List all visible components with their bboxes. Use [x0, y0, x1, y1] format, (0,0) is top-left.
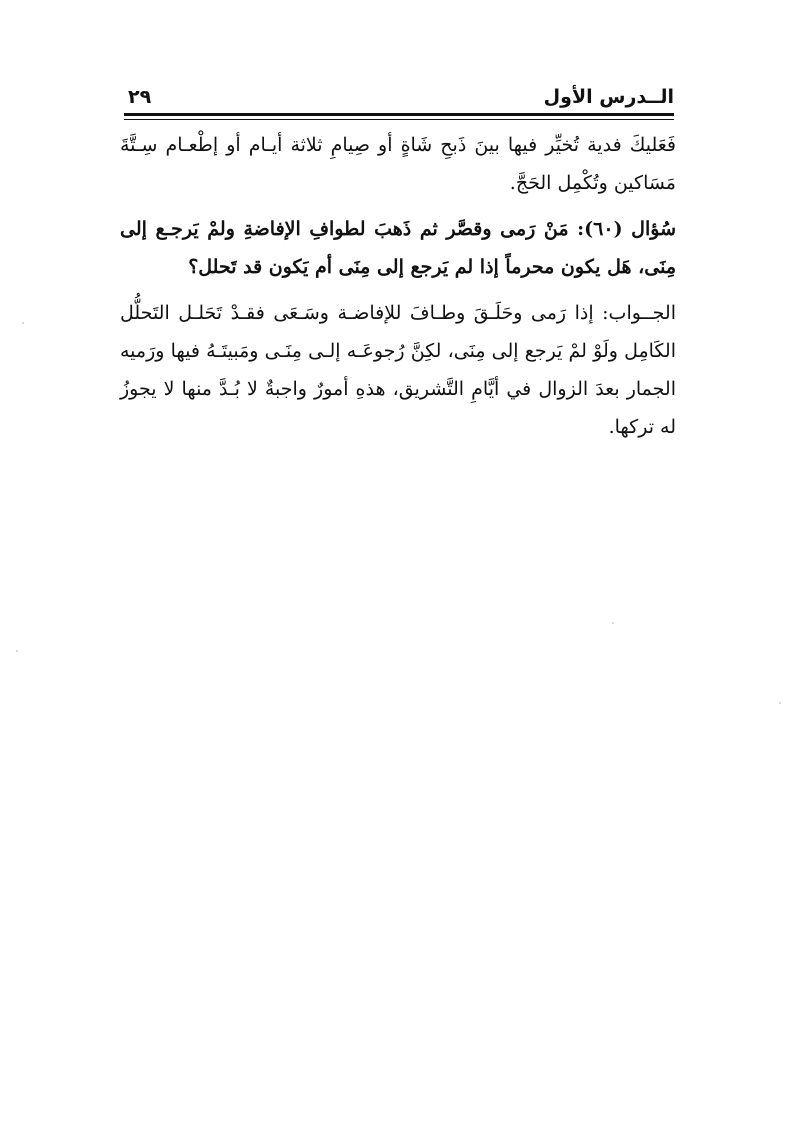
scan-speck — [779, 702, 781, 704]
paragraph-continuation — [120, 126, 676, 202]
page-number: ٢٩ — [128, 86, 152, 108]
header-rule-thin — [124, 119, 674, 120]
question-paragraph — [120, 210, 676, 286]
answer-paragraph — [120, 294, 676, 446]
scan-speck — [22, 322, 24, 324]
question-text: مَنْ رَمى وقصَّر ثم ذَهبَ لطوافِ الإفاضةِ ولمْ يَرجـع إلى مِنَى، هَل يكون محرماً إذا لم يَرجع إلى مِنَى أم يَكون قد تَحلل؟ — [120, 218, 676, 278]
answer-label: الجــواب: — [602, 302, 677, 324]
scan-speck — [16, 650, 18, 652]
paragraph-text: فَعَليكَ فدية تُخيِّر فيها بينَ ذَبحِ شَاةٍ أو صِيامِ ثلاثة أيـام أو إطْعـام سِـتَّةَ مَسَاكين وتُكْمِل الحَجَّ. — [120, 134, 676, 194]
scan-speck — [612, 622, 614, 624]
header-rule-thick — [124, 113, 674, 116]
chapter-title: الــدرس الأول — [543, 86, 674, 108]
answer-text: إذا رَمى وحَلَـقَ وطـافَ للإفاضـة وسَـعَى فقـدْ تَحَلـل التَحلُّل الكَامِل ولَوْ لمْ يَرجع إلى مِنَى، لكِنَّ رُجوعَـه إلـى مِنَـى ومَبيتَـهُ فيها ورَميه الجمار بعدَ الزوال في أيَّامِ التَّشريق، هذهِ أمورٌ واجبةٌ لا بُـدَّ منها لا يجوزُ له تركها. — [120, 302, 676, 438]
page-header — [124, 86, 674, 112]
body-text — [120, 126, 676, 454]
question-label: سُؤال (٦٠): — [577, 218, 676, 240]
